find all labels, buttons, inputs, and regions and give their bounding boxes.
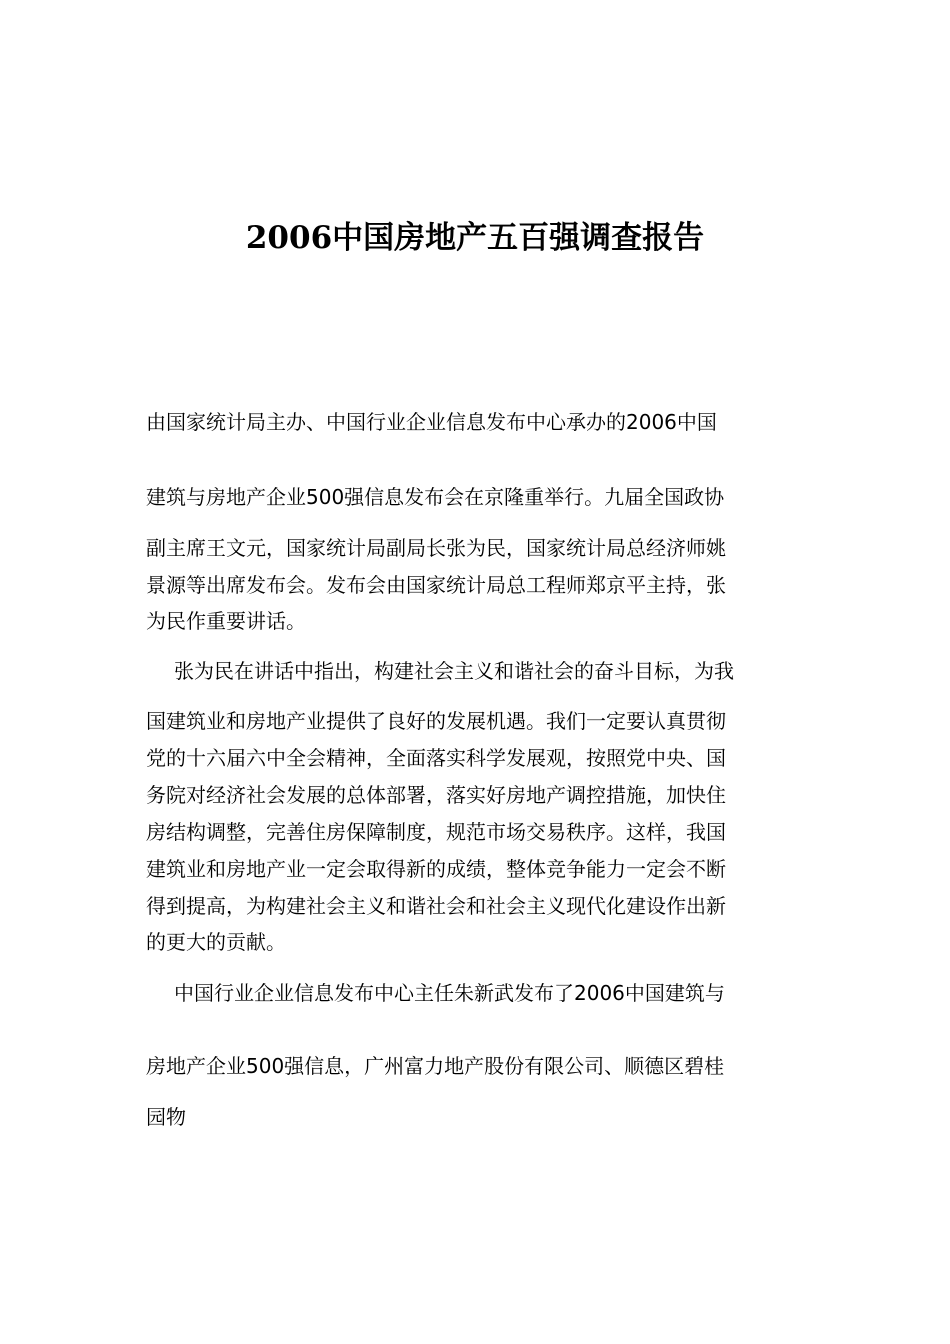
document-title: 2006中国房地产五百强调查报告	[245, 220, 705, 256]
paragraph-line: 房地产企业500强信息，广州富力地产股份有限公司、顺德区碧桂	[146, 1054, 725, 1078]
paragraph-line: 国建筑业和房地产业提供了良好的发展机遇。我们一定要认真贯彻	[146, 709, 726, 733]
paragraph-line: 副主席王文元，国家统计局副局长张为民，国家统计局总经济师姚	[146, 536, 726, 560]
paragraph-line: 由国家统计局主办、中国行业企业信息发布中心承办的2006中国	[146, 410, 717, 434]
paragraph-line: 中国行业企业信息发布中心主任朱新武发布了2006中国建筑与	[174, 981, 725, 1005]
paragraph-line: 的更大的贡献。	[146, 930, 286, 954]
paragraph-line: 务院对经济社会发展的总体部署，落实好房地产调控措施，加快住	[146, 783, 726, 807]
paragraph-line: 为民作重要讲话。	[146, 609, 306, 633]
paragraph-line: 景源等出席发布会。发布会由国家统计局总工程师郑京平主持，张	[146, 573, 726, 597]
paragraph-line: 房结构调整，完善住房保障制度，规范市场交易秩序。这样，我国	[146, 820, 726, 844]
paragraph-line: 得到提高，为构建社会主义和谐社会和社会主义现代化建设作出新	[146, 894, 726, 918]
paragraph-line: 园物	[146, 1105, 186, 1129]
paragraph-line: 建筑与房地产企业500强信息发布会在京隆重举行。九届全国政协	[146, 485, 725, 509]
paragraph-line: 张为民在讲话中指出，构建社会主义和谐社会的奋斗目标，为我	[174, 659, 734, 683]
paragraph-line: 党的十六届六中全会精神，全面落实科学发展观，按照党中央、国	[146, 746, 726, 770]
paragraph-line: 建筑业和房地产业一定会取得新的成绩，整体竞争能力一定会不断	[146, 857, 726, 881]
